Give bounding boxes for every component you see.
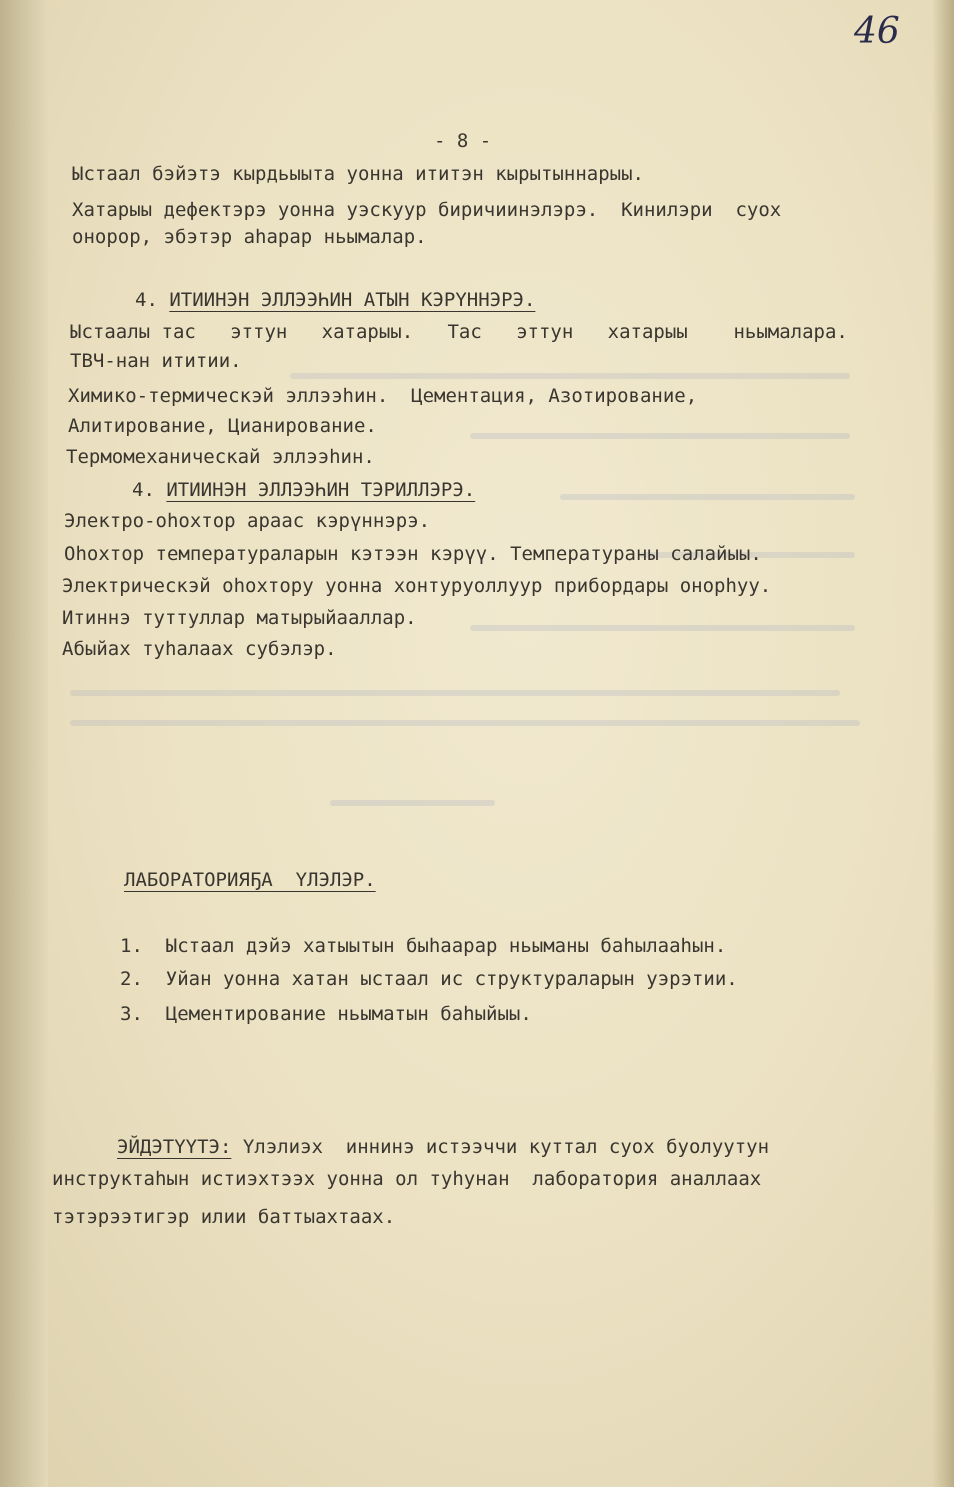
lab-list-item: 1. Ыстаал дэйэ хатыытын быһаарар ньыманы баһылааһын. xyxy=(120,935,727,957)
bleed-through-line xyxy=(70,720,860,726)
paragraph-line: Ыстаал бэйэтэ кырдьыыта уонна ититэн кырытыннарыы. xyxy=(72,163,644,185)
page-binding-shadow xyxy=(0,0,48,1487)
section-line: Оһохтор температураларын кэтээн кэрүү. Температураны салайыы. xyxy=(64,543,762,565)
section-heading xyxy=(135,287,535,313)
section-number: 4. xyxy=(132,479,155,501)
bleed-through-line xyxy=(470,625,855,631)
section-line: Ыстаалы тас эттун хатарыы. Тас эттун хатарыы ньымалара. xyxy=(70,321,848,343)
page-edge-shadow xyxy=(932,0,954,1487)
bleed-through-line xyxy=(290,373,850,379)
lab-list-item: 2. Уйан уонна хатан ыстаал ис структураларын уэрэтии. xyxy=(120,968,738,990)
handwritten-page-number: 46 xyxy=(854,11,900,52)
bleed-through-line xyxy=(470,433,850,439)
section-line: Итиннэ туттуллар матырыйааллар. xyxy=(62,607,417,629)
section-line: Термомеханическай эллээһин. xyxy=(66,446,375,468)
section-number: 4. xyxy=(135,289,158,311)
note-text: Үлэлиэх иннинэ истээччи куттал суох буолуутун xyxy=(231,1136,770,1158)
section-line: Электро-оһохтор араас кэрүннэрэ. xyxy=(64,510,431,532)
section-title: ИТИИНЭН ЭЛЛЭЭҺИН ТЭРИЛЛЭРЭ. xyxy=(166,479,476,501)
section-line: ТВЧ-нан ититии. xyxy=(70,350,242,372)
bleed-through-line xyxy=(560,494,855,500)
lab-section-heading: ЛАБОРАТОРИЯҔА ҮЛЭЛЭР. xyxy=(124,869,376,891)
section-line: Абыйах туһалаах субэлэр. xyxy=(62,638,337,660)
section-line: Электрическэй оһохтору уонна хонтуруоллуур прибордары онорһуу. xyxy=(62,575,772,597)
note-line: тэтэрээтигэр илии баттыахтаах. xyxy=(52,1206,396,1228)
note-first-line xyxy=(117,1134,769,1160)
section-heading xyxy=(132,477,475,503)
paragraph-line: онорор, эбэтэр аһарар ньымалар. xyxy=(72,226,427,248)
paragraph-line: Хатарыы дефектэрэ уонна уэскуур биричиинэлэрэ. Кинилэри суох xyxy=(72,199,782,221)
lab-list-item: 3. Цементирование ньыматын баһыйыы. xyxy=(120,1003,532,1025)
section-line: Химико-термическэй эллээһин. Цементация, Азотирование, xyxy=(68,385,698,407)
note-line: инструктаһын истиэхтээх уонна ол туһунан лаборатория аналлаах xyxy=(52,1168,762,1190)
bleed-through-line xyxy=(70,690,840,696)
note-label: ЭЙДЭТҮҮТЭ: xyxy=(117,1136,232,1158)
section-title: ИТИИНЭН ЭЛЛЭЭҺИН АТЫН КЭРҮННЭРЭ. xyxy=(169,289,536,311)
bleed-through-line xyxy=(330,800,495,806)
page-header: - 8 - xyxy=(434,130,492,152)
section-line: Алитирование, Цианирование. xyxy=(68,415,377,437)
